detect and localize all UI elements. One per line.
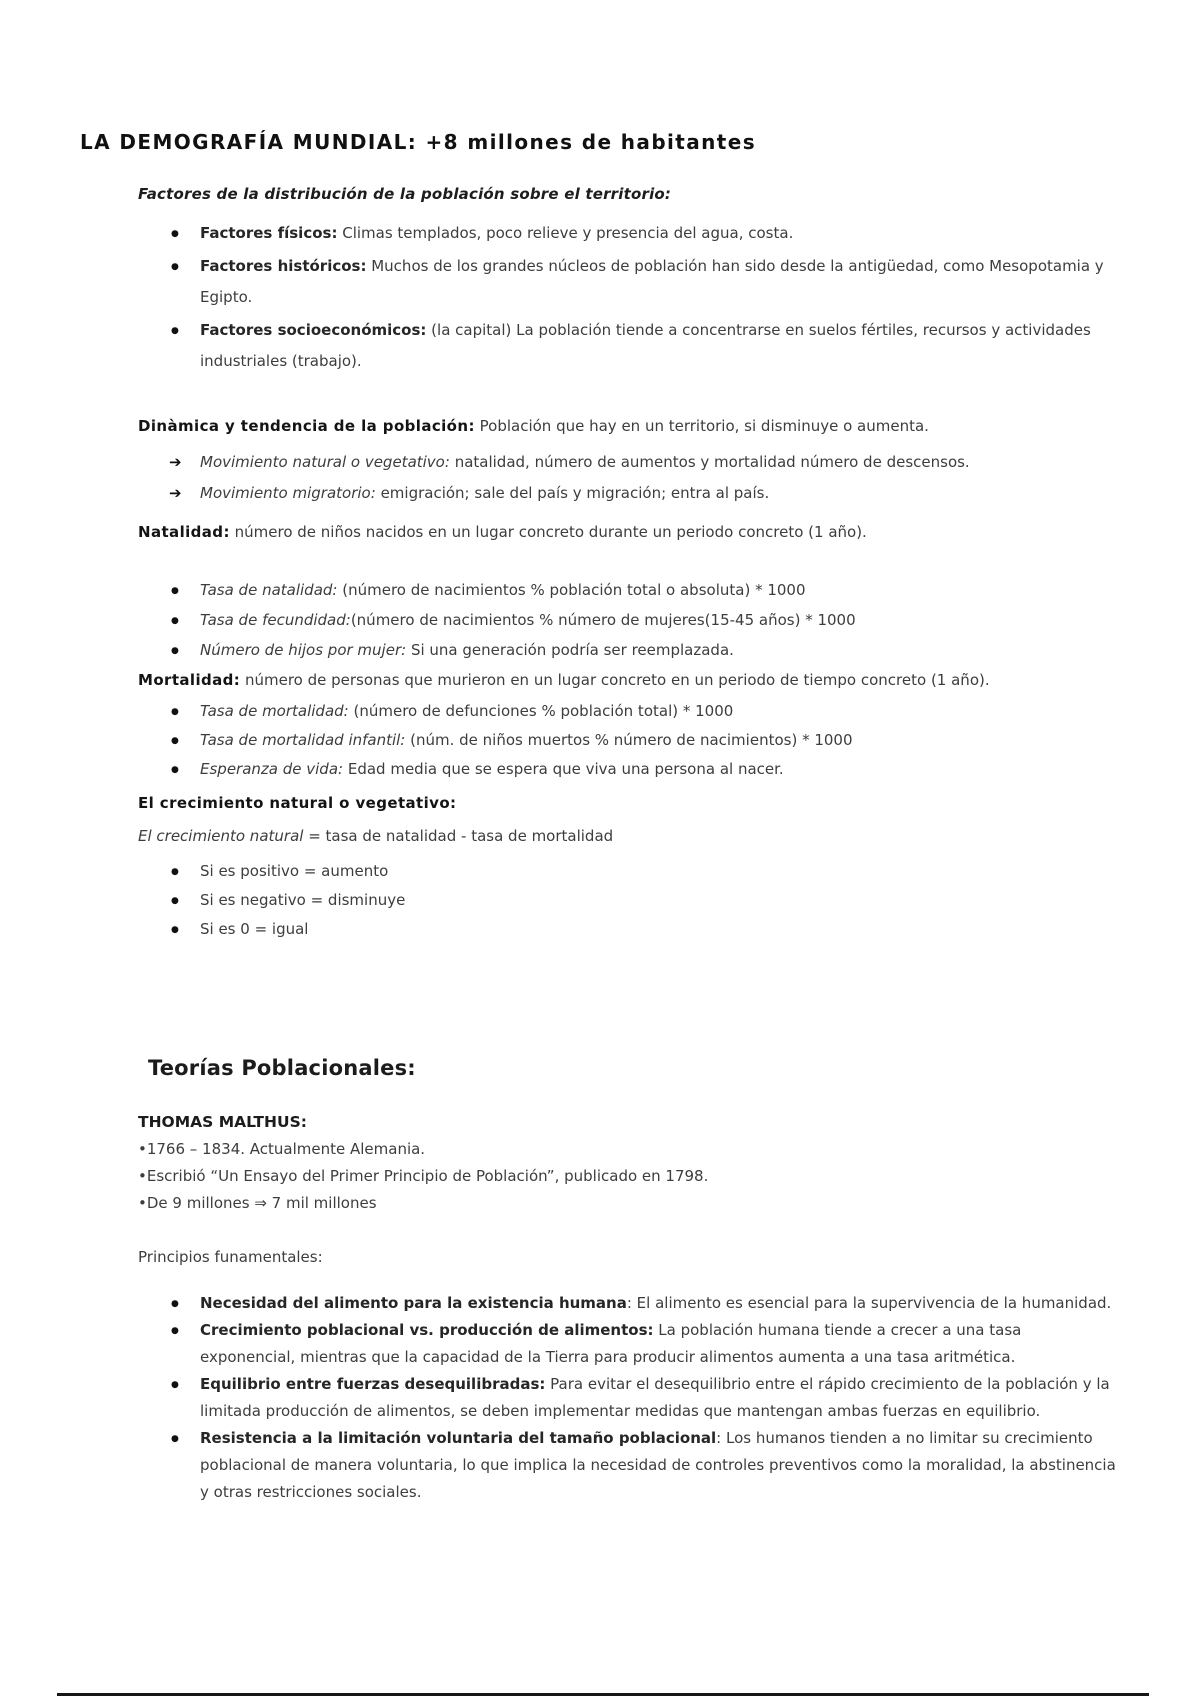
natalidad-heading: Natalidad: — [138, 523, 230, 541]
page-break-rule — [57, 1693, 1149, 1696]
bullet-icon: ● — [171, 896, 179, 906]
mortalidad-item — [138, 697, 1118, 726]
bullet-icon: ● — [171, 765, 179, 775]
natalidad-item-lead: Tasa de natalidad: — [200, 581, 338, 599]
mortalidad-heading: Mortalidad: — [138, 671, 241, 689]
arrow-icon: ➔ — [169, 453, 182, 471]
bullet-icon: ● — [171, 867, 179, 877]
principio-lead: Necesidad del alimento para la existencia humana — [200, 1294, 627, 1312]
factor-text: Muchos de los grandes núcleos de población han sido desde la antigüedad, como Mesopotamia y Egipto. — [200, 257, 1104, 306]
principio-item — [138, 1317, 1118, 1371]
natalidad-list — [138, 575, 1118, 665]
natalidad-item-lead: Número de hijos por mujer: — [200, 641, 407, 659]
bullet-icon: ● — [171, 736, 179, 746]
principio-lead: Equilibrio entre fuerzas desequilibradas: — [200, 1375, 546, 1393]
factor-lead: Factores socioeconómicos: — [200, 321, 427, 339]
factor-lead: Factores físicos: — [200, 224, 338, 242]
mortalidad-list — [138, 697, 1118, 784]
mortalidad-item-lead: Tasa de mortalidad: — [200, 702, 349, 720]
bullet-icon: ● — [171, 1380, 179, 1390]
principios-heading: Principios funamentales: — [138, 1248, 323, 1266]
natalidad-text: número de niños nacidos en un lugar concreto durante un periodo concreto (1 año). — [229, 523, 867, 541]
teorias-heading: Teorías Poblacionales: — [148, 1056, 416, 1080]
principio-lead: Resistencia a la limitación voluntaria del tamaño poblacional — [200, 1429, 717, 1447]
dinamica-heading-line — [138, 414, 1118, 438]
movimiento-lead: Movimiento natural o vegetativo: — [200, 453, 450, 471]
mortalidad-item-text: (núm. de niños muertos % número de nacimientos) * 1000 — [405, 731, 853, 749]
movimientos-list — [138, 447, 1118, 509]
mortalidad-heading-line — [138, 668, 1118, 692]
movimiento-text: natalidad, número de aumentos y mortalidad número de descensos. — [449, 453, 970, 471]
principio-text: Para evitar el desequilibrio entre el rápido crecimiento de la población y la limitada producción de alimentos, se deben implementar medidas que mantengan ambas fuerzas en equilibrio. — [200, 1375, 1110, 1420]
natalidad-item — [138, 605, 1118, 635]
crecimiento-item — [138, 886, 1118, 915]
mortalidad-item-text: Edad media que se espera que viva una persona al nacer. — [343, 760, 784, 778]
malthus-fact: •1766 – 1834. Actualmente Alemania. — [138, 1140, 426, 1158]
principio-item — [138, 1425, 1118, 1506]
principios-list — [138, 1290, 1118, 1506]
intro-heading: Factores de la distribución de la población sobre el territorio: — [138, 185, 672, 203]
arrow-icon: ➔ — [169, 484, 182, 502]
natalidad-item — [138, 575, 1118, 605]
bullet-icon: ● — [171, 586, 179, 596]
mortalidad-item-lead: Tasa de mortalidad infantil: — [200, 731, 406, 749]
formula-rest: = tasa de natalidad - tasa de mortalidad — [303, 827, 614, 845]
crecimiento-heading: El crecimiento natural o vegetativo: — [138, 794, 457, 812]
mortalidad-item — [138, 726, 1118, 755]
principios-section — [138, 1290, 1118, 1506]
principio-item — [138, 1290, 1118, 1317]
bullet-icon: ● — [171, 1299, 179, 1309]
movimiento-lead: Movimiento migratorio: — [200, 484, 376, 502]
malthus-heading: THOMAS MALTHUS: — [138, 1113, 307, 1131]
bullet-icon: ● — [171, 646, 179, 656]
factor-text: (la capital) La población tiende a concentrarse en suelos fértiles, recursos y actividades industriales (trabajo). — [200, 321, 1091, 370]
malthus-fact: •De 9 millones ⇒ 7 mil millones — [138, 1194, 377, 1212]
natalidad-item-text: Si una generación podría ser reemplazada. — [406, 641, 734, 659]
crecimiento-item — [138, 915, 1118, 944]
natalidad-item-text: (número de nacimientos % número de mujeres(15-45 años) * 1000 — [350, 611, 856, 629]
crecimiento-formula — [138, 824, 1118, 848]
principio-text: : El alimento es esencial para la supervivencia de la humanidad. — [626, 1294, 1112, 1312]
principio-text: La población humana tiende a crecer a una tasa exponencial, mientras que la capacidad de la Tierra para producir alimentos aumenta a una tasa aritmética. — [200, 1321, 1022, 1366]
crecimiento-item-text: Si es negativo = disminuye — [200, 891, 406, 909]
bullet-icon: ● — [171, 1434, 179, 1444]
mortalidad-text: número de personas que murieron en un lugar concreto en un periodo de tiempo concreto (1 año). — [240, 671, 990, 689]
crecimiento-item-text: Si es 0 = igual — [200, 920, 309, 938]
mortalidad-item-text: (número de defunciones % población total) * 1000 — [348, 702, 734, 720]
crecimiento-item-text: Si es positivo = aumento — [200, 862, 389, 880]
document-title: LA DEMOGRAFÍA MUNDIAL: +8 millones de habitantes — [80, 130, 757, 154]
bullet-icon: ● — [171, 326, 179, 336]
factor-item — [138, 251, 1118, 313]
movimiento-item — [138, 447, 1118, 478]
crecimiento-item — [138, 857, 1118, 886]
bullet-icon: ● — [171, 1326, 179, 1336]
natalidad-heading-line — [138, 520, 1118, 544]
factor-item — [138, 315, 1118, 377]
formula-lead: El crecimiento natural — [138, 827, 304, 845]
principio-lead: Crecimiento poblacional vs. producción de alimentos: — [200, 1321, 654, 1339]
factors-list — [138, 218, 1118, 377]
natalidad-item-lead: Tasa de fecundidad: — [200, 611, 351, 629]
malthus-fact: •Escribió “Un Ensayo del Primer Principio de Población”, publicado en 1798. — [138, 1167, 709, 1185]
bullet-icon: ● — [171, 229, 179, 239]
natalidad-item-text: (número de nacimientos % población total o absoluta) * 1000 — [337, 581, 806, 599]
factor-item — [138, 218, 1118, 249]
bullet-icon: ● — [171, 707, 179, 717]
movimiento-text: emigración; sale del país y migración; entra al país. — [375, 484, 770, 502]
mortalidad-item-lead: Esperanza de vida: — [200, 760, 344, 778]
malthus-facts — [138, 1136, 1200, 1217]
document-body — [138, 218, 1118, 944]
bullet-icon: ● — [171, 262, 179, 272]
principio-text: : Los humanos tienden a no limitar su crecimiento poblacional de manera voluntaria, lo que implica la necesidad de controles preventivos como la moralidad, la abstinencia y otras restricciones sociales. — [200, 1429, 1116, 1501]
bullet-icon: ● — [171, 925, 179, 935]
bullet-icon: ● — [171, 616, 179, 626]
natalidad-item — [138, 635, 1118, 665]
movimiento-item — [138, 478, 1118, 509]
mortalidad-item — [138, 755, 1118, 784]
crecimiento-list — [138, 857, 1118, 944]
factor-text: Climas templados, poco relieve y presencia del agua, costa. — [337, 224, 794, 242]
factor-lead: Factores históricos: — [200, 257, 367, 275]
principio-item — [138, 1371, 1118, 1425]
dinamica-text: Población que hay en un territorio, si disminuye o aumenta. — [474, 417, 929, 435]
dinamica-heading: Dinàmica y tendencia de la población: — [138, 417, 475, 435]
